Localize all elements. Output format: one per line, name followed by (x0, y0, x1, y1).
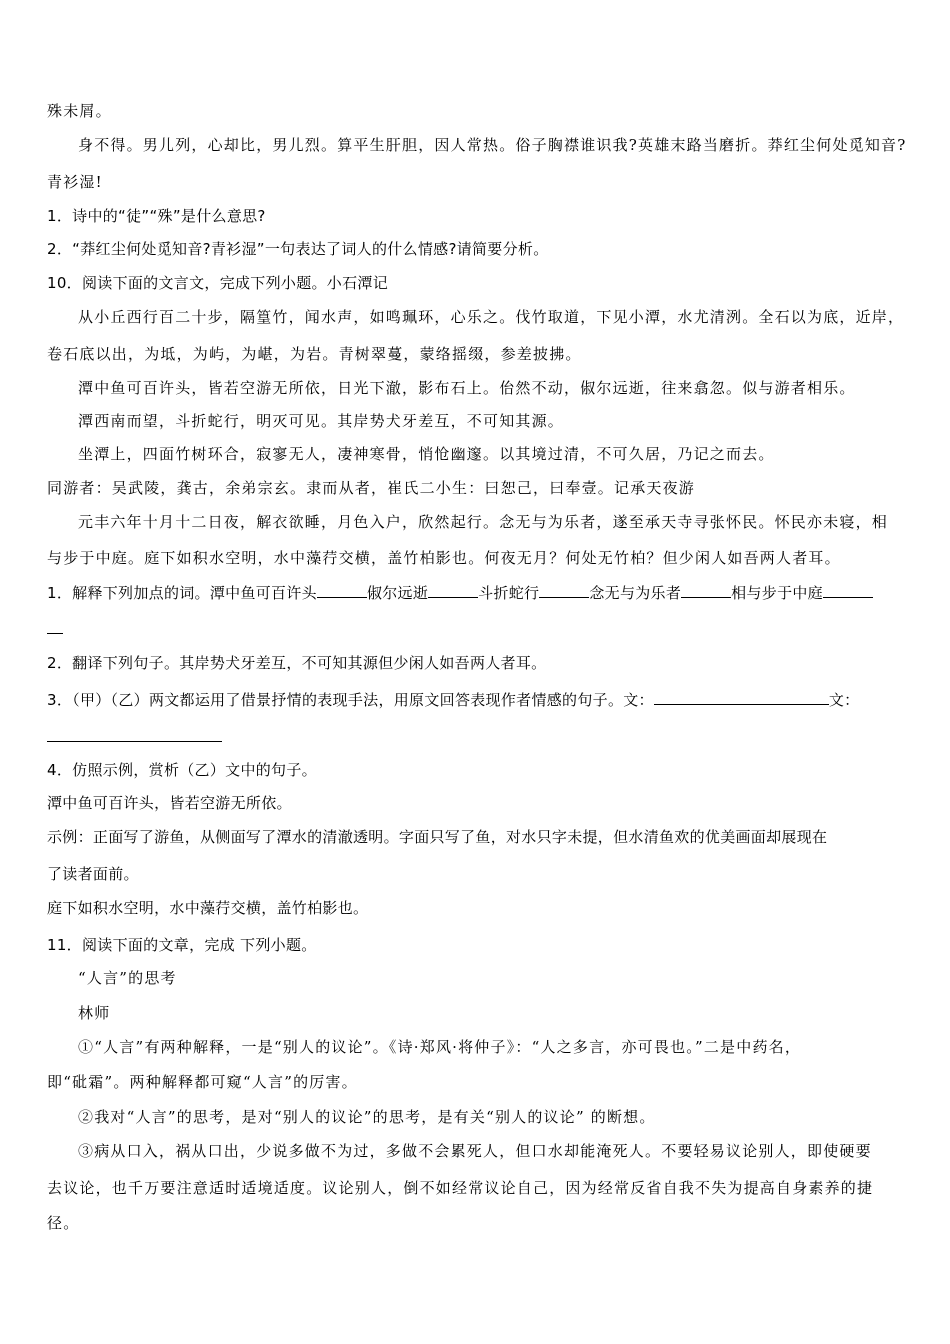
article-paragraph: 径。 (47, 1214, 80, 1232)
passage-paragraph: 与步于中庭。庭下如积水空明，水中藻荇交横，盖竹柏影也。何夜无月？何处无竹柏？但少闲人如吾两人者耳。 (47, 549, 841, 567)
poem-line: 身不得。男儿列，心却比，男儿烈。算平生肝胆，因人常热。俗子胸襟谁识我?英雄末路当磨折。莽红尘何处觅知音? (78, 136, 907, 154)
subquestion-4: 4．仿照示例，赏析（乙）文中的句子。 (47, 761, 317, 779)
answer-blank[interactable] (681, 582, 731, 598)
passage-paragraph: 从小丘西行百二十步，隔篁竹，闻水声，如鸣珮环，心乐之。伐竹取道，下见小潭，水尤清洌。全石以为底，近岸， (78, 308, 905, 326)
passage-paragraph: 潭中鱼可百许头，皆若空游无所依，日光下澈，影布石上。佁然不动，俶尔远逝，往来翕忽。似与游者相乐。 (78, 379, 856, 397)
quoted-sentence: 庭下如积水空明，水中藻荇交横，盖竹柏影也。 (47, 899, 369, 917)
question-1: 1．诗中的“徒”“殊”是什么意思? (47, 207, 266, 225)
example-text: 示例：正面写了游鱼，从侧面写了潭水的清澈透明。字面只写了鱼，对水只字未提，但水清鱼欢的优美画面却展现在 (47, 828, 828, 846)
article-paragraph: ①“人言”有两种解释，一是“别人的议论”。《诗·郑风·将仲子》：“人之多言，亦可畏也。”二是中药名， (78, 1038, 802, 1056)
poem-line: 殊未屑。 (47, 102, 112, 120)
subquestion-1: 1．解释下列加点的词。潭中鱼可百许头 俶尔远逝 斗折蛇行 念无与为乐者 相与步于中庭 (47, 582, 873, 603)
answer-blank[interactable] (654, 689, 829, 705)
answer-blank-continued[interactable] (47, 618, 63, 639)
answer-blank[interactable] (428, 582, 478, 598)
answer-blank-continued[interactable] (47, 726, 222, 747)
quoted-sentence: 潭中鱼可百许头，皆若空游无所依。 (47, 794, 292, 812)
subquestion-3: 3．（甲）（乙）两文都运用了借景抒情的表现手法，用原文回答表现作者情感的句子。文： 文： (47, 691, 860, 709)
answer-blank[interactable] (539, 582, 589, 598)
question-2: 2．“莽红尘何处觅知音?青衫湿”一句表达了词人的什么情感?请简要分析。 (47, 240, 549, 258)
article-paragraph: ③病从口入，祸从口出，少说多做不为过，多做不会累死人，但口水却能淹死人。不要轻易议论别人，即使硬要 (78, 1142, 872, 1160)
article-paragraph: 即“砒霜”。两种解释都可窥“人言”的厉害。 (47, 1073, 358, 1091)
answer-blank[interactable] (823, 582, 873, 598)
poem-line: 青衫湿! (47, 173, 103, 191)
question-11-heading: 11．阅读下面的文章，完成 下列小题。 (47, 936, 317, 954)
passage-paragraph: 同游者：吴武陵，龚古，余弟宗玄。隶而从者，崔氏二小生：曰恕己，曰奉壹。记承天夜游 (47, 479, 696, 497)
passage-paragraph: 元丰六年十月十二日夜，解衣欲睡，月色入户，欣然起行。念无与为乐者，遂至承天寺寻张怀民。怀民亦未寝，相 (78, 513, 889, 531)
passage-paragraph: 卷石底以出，为坻，为屿，为嵁，为岩。青树翠蔓，蒙络摇缀，参差披拂。 (47, 345, 582, 363)
answer-blank[interactable] (317, 582, 367, 598)
article-paragraph: 去议论，也千万要注意适时适境适度。议论别人，倒不如经常议论自己，因为经常反省自我不失为提高自身素养的捷 (47, 1179, 874, 1197)
example-text: 了读者面前。 (47, 865, 139, 883)
article-paragraph: ②我对“人言”的思考，是对“别人的议论”的思考，是有关“别人的议论” 的断想。 (78, 1108, 656, 1126)
article-title: “人言”的思考 (78, 969, 177, 987)
passage-paragraph: 潭西南而望，斗折蛇行，明灭可见。其岸势犬牙差互，不可知其源。 (78, 412, 565, 430)
article-author: 林师 (78, 1004, 111, 1022)
subquestion-2: 2．翻译下列句子。其岸势犬牙差互，不可知其源但少闲人如吾两人者耳。 (47, 654, 547, 672)
passage-paragraph: 坐潭上，四面竹树环合，寂寥无人，凄神寒骨，悄怆幽邃。以其境过清，不可久居，乃记之而去。 (78, 445, 775, 463)
question-10-heading: 10．阅读下面的文言文，完成下列小题。小石潭记 (47, 274, 388, 292)
